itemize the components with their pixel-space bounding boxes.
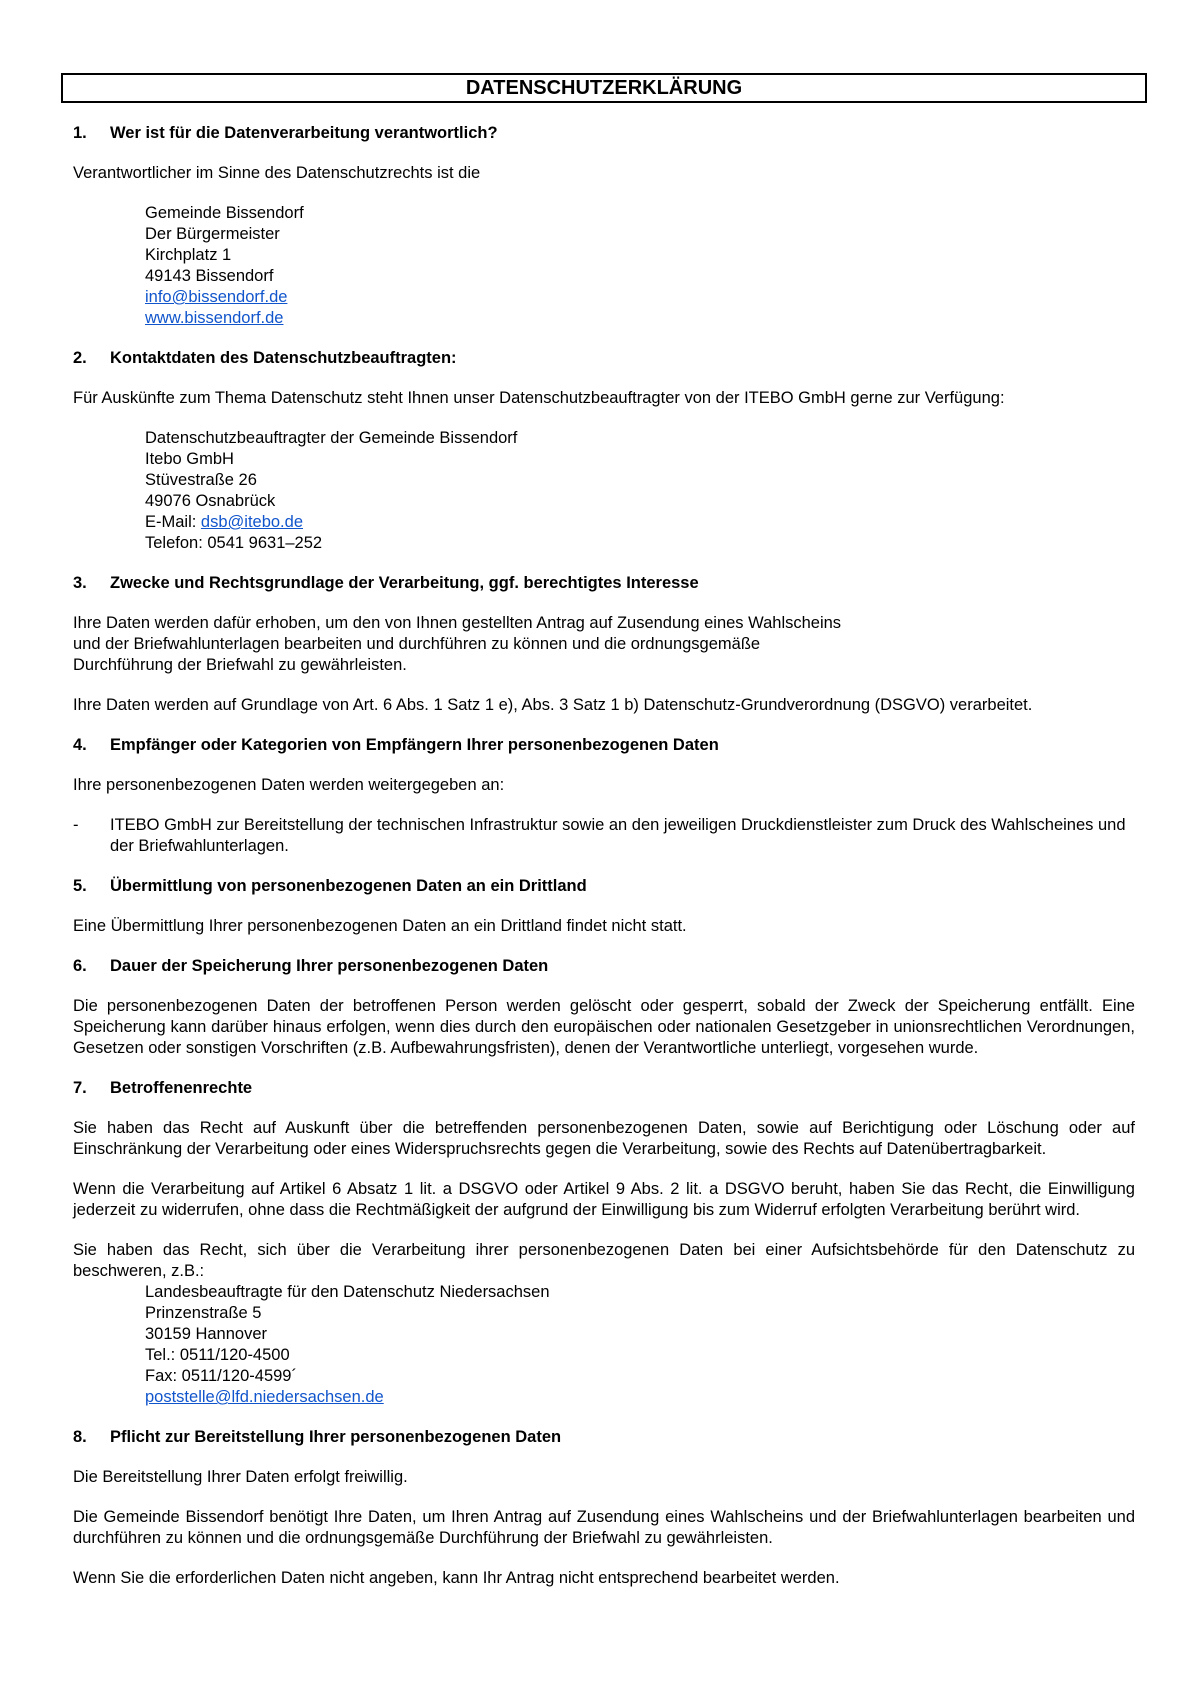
section-8-paragraph-1: Die Bereitstellung Ihrer Daten erfolgt freiwillig. xyxy=(73,1468,408,1486)
section-7-heading xyxy=(73,1078,1135,1099)
document-body xyxy=(73,123,1135,1608)
section-number: 4. xyxy=(73,736,87,754)
section-1-heading xyxy=(73,123,1135,144)
section-1-intro: Verantwortlicher im Sinne des Datenschutzrechts ist die xyxy=(73,164,481,182)
section-title: Betroffenenrechte xyxy=(110,1079,253,1097)
address-line: 49143 Bissendorf xyxy=(145,267,274,285)
section-number: 3. xyxy=(73,574,87,592)
recipient-list-item xyxy=(73,815,1135,857)
section-7-paragraph-1: Sie haben das Recht auf Auskunft über die betreffenden personenbezogenen Daten, sowie auf Berichtigung oder Löschung oder auf Einschränkung der Verarbeitung oder eines Widerspruchsrechts gegen die Verarbeitung, sowie des Rechts auf Datenübertragbarkeit. xyxy=(73,1119,1135,1158)
section-title: Übermittlung von personenbezogenen Daten an ein Drittland xyxy=(110,877,587,895)
section-number: 8. xyxy=(73,1428,87,1446)
section-6-text: Die personenbezogenen Daten der betroffenen Person werden gelöscht oder gesperrt, sobald der Zweck der Speicherung entfällt. Eine Speicherung kann darüber hinaus erfolgen, wenn dies durch den europäischen oder nationalen Gesetzgeber in unionsrechtlichen Verordnungen, Gesetzen oder sonstigen Vorschriften (z.B. Aufbewahrungsfristen), denen der Verantwortliche unterliegt, vorgesehen wurde. xyxy=(73,997,1135,1057)
section-title: Pflicht zur Bereitstellung Ihrer personenbezogenen Daten xyxy=(110,1428,562,1446)
section-4-intro: Ihre personenbezogenen Daten werden weitergegeben an: xyxy=(73,776,505,794)
controller-address xyxy=(145,203,1135,329)
section-2-heading xyxy=(73,348,1135,369)
section-title: Wer ist für die Datenverarbeitung verantwortlich? xyxy=(110,124,498,142)
dpo-address xyxy=(145,428,1135,554)
section-6-heading xyxy=(73,956,1135,977)
section-number: 6. xyxy=(73,957,87,975)
section-8-heading xyxy=(73,1427,1135,1448)
dpo-phone: Telefon: 0541 9631–252 xyxy=(145,534,323,552)
controller-email-link[interactable]: info@bissendorf.de xyxy=(145,288,288,306)
section-title: Zwecke und Rechtsgrundlage der Verarbeitung, ggf. berechtigtes Interesse xyxy=(110,574,699,592)
paragraph-line: Ihre Daten werden dafür erhoben, um den von Ihnen gestellten Antrag auf Zusendung eines Wahlscheins xyxy=(73,614,842,632)
address-line: Der Bürgermeister xyxy=(145,225,280,243)
list-item-text: ITEBO GmbH zur Bereitstellung der technischen Infrastruktur sowie an den jeweiligen Druckdienstleister zum Druck des Wahlscheines und der Briefwahlunterlagen. xyxy=(110,816,1126,855)
section-7-paragraph-2: Wenn die Verarbeitung auf Artikel 6 Absatz 1 lit. a DSGVO oder Artikel 9 Abs. 2 lit. a DSGVO beruht, haben Sie das Recht, die Einwilligung jederzeit zu widerrufen, ohne dass die Rechtmäßigkeit der aufgrund der Einwilligung bis zum Widerruf erfolgten Verarbeitung berührt wird. xyxy=(73,1180,1135,1219)
address-line: Datenschutzbeauftragter der Gemeinde Bissendorf xyxy=(145,429,518,447)
section-number: 1. xyxy=(73,124,87,142)
dpo-email-line xyxy=(145,512,1135,533)
address-line: Kirchplatz 1 xyxy=(145,246,232,264)
address-line: Itebo GmbH xyxy=(145,450,234,468)
email-label: E-Mail: xyxy=(145,513,201,531)
dpo-email-link[interactable]: dsb@itebo.de xyxy=(200,513,303,531)
section-7-paragraph-3: Sie haben das Recht, sich über die Verarbeitung ihrer personenbezogenen Daten bei einer Aufsichtsbehörde für den Datenschutz zu beschweren, z.B.: xyxy=(73,1241,1135,1280)
section-5-heading xyxy=(73,876,1135,897)
section-title: Empfänger oder Kategorien von Empfängern Ihrer personenbezogenen Daten xyxy=(110,736,719,754)
section-4-heading xyxy=(73,735,1135,756)
section-5-text: Eine Übermittlung Ihrer personenbezogenen Daten an ein Drittland findet nicht statt. xyxy=(73,917,687,935)
section-3-paragraph-1 xyxy=(73,613,1135,676)
authority-email-link[interactable]: poststelle@lfd.niedersachsen.de xyxy=(145,1388,384,1406)
address-line: Gemeinde Bissendorf xyxy=(145,204,304,222)
section-3-heading xyxy=(73,573,1135,594)
section-number: 7. xyxy=(73,1079,87,1097)
section-number: 2. xyxy=(73,349,87,367)
section-title: Kontaktdaten des Datenschutzbeauftragten: xyxy=(110,349,457,367)
address-line: Tel.: 0511/120-4500 xyxy=(145,1346,290,1364)
address-line: Landesbeauftragte für den Datenschutz Niedersachsen xyxy=(145,1283,550,1301)
section-title: Dauer der Speicherung Ihrer personenbezogenen Daten xyxy=(110,957,549,975)
authority-address xyxy=(145,1282,1135,1408)
section-2-intro: Für Auskünfte zum Thema Datenschutz steht Ihnen unser Datenschutzbeauftragter von der ITEBO GmbH gerne zur Verfügung: xyxy=(73,389,1005,407)
address-line: 30159 Hannover xyxy=(145,1325,268,1343)
address-line: Fax: 0511/120-4599´ xyxy=(145,1367,297,1385)
address-line: Stüvestraße 26 xyxy=(145,471,257,489)
controller-website-link[interactable]: www.bissendorf.de xyxy=(145,309,284,327)
section-8-paragraph-3: Wenn Sie die erforderlichen Daten nicht angeben, kann Ihr Antrag nicht entsprechend bearbeitet werden. xyxy=(73,1569,840,1587)
bullet-dash: - xyxy=(73,816,79,834)
paragraph-line: und der Briefwahlunterlagen bearbeiten und durchführen zu können und die ordnungsgemäße xyxy=(73,635,761,653)
paragraph-line: Durchführung der Briefwahl zu gewährleisten. xyxy=(73,656,407,674)
section-number: 5. xyxy=(73,877,87,895)
address-line: Prinzenstraße 5 xyxy=(145,1304,262,1322)
document-title: DATENSCHUTZERKLÄRUNG xyxy=(61,73,1147,103)
section-3-paragraph-2: Ihre Daten werden auf Grundlage von Art. 6 Abs. 1 Satz 1 e), Abs. 3 Satz 1 b) Datenschutz-Grundverordnung (DSGVO) verarbeitet. xyxy=(73,696,1033,714)
address-line: 49076 Osnabrück xyxy=(145,492,276,510)
section-8-paragraph-2: Die Gemeinde Bissendorf benötigt Ihre Daten, um Ihren Antrag auf Zusendung eines Wahlscheins und der Briefwahlunterlagen bearbeiten und durchführen zu können und die ordnungsgemäße Durchführung der Briefwahl zu gewährleisten. xyxy=(73,1508,1135,1547)
